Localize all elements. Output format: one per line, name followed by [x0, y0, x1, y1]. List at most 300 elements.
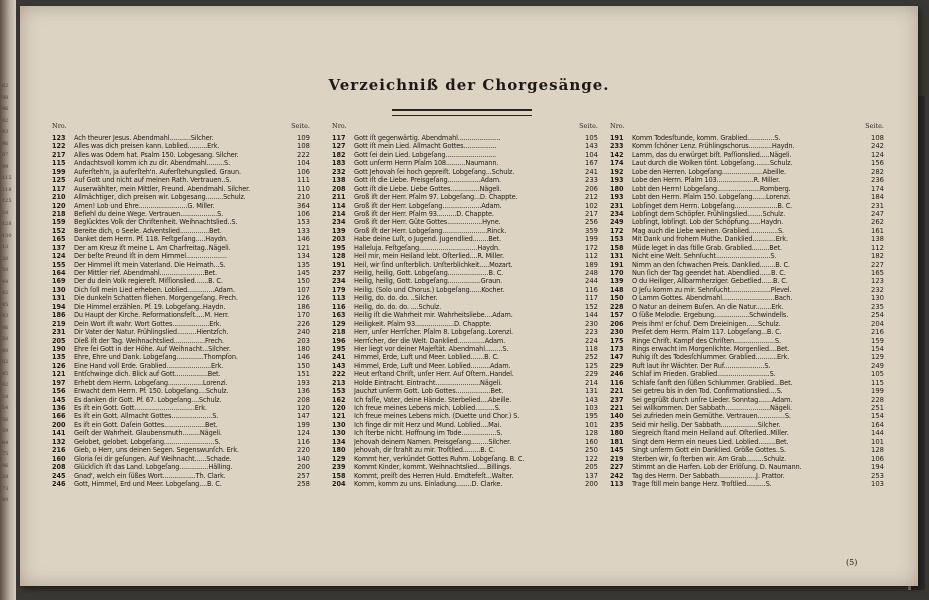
entry-title: Heilig, do. do. do. ..Silcher. [354, 294, 438, 303]
spine-number: 40 [2, 497, 9, 503]
entry-number: 114 [332, 200, 346, 210]
entry-title: Singt dem Herrn ein neues Lied. Loblied.........Bet. [632, 437, 789, 446]
entry-title: Mit Dank und frohem Muthe. Danklied............Erk. [632, 235, 788, 244]
index-entry [52, 480, 310, 488]
index-entry [332, 463, 598, 471]
entry-title: Auferſteh'n, ja auferſteh'n. Auferſtehungslied. Graun. [74, 167, 241, 176]
index-entry [610, 337, 884, 345]
entry-title: Der Mittler rief. Abendmahl.......................Bet. [74, 269, 217, 277]
spine-number: 82 [2, 83, 9, 89]
entry-page: 111 [297, 176, 310, 185]
entry-number: 208 [52, 462, 66, 472]
index-entry [610, 446, 884, 454]
spine-number: 75 [2, 451, 9, 457]
entry-number: 116 [610, 377, 624, 387]
entry-number: 121 [52, 369, 66, 379]
entry-page: 112 [871, 243, 884, 252]
index-entry [52, 244, 310, 252]
index-entry [610, 218, 884, 226]
entry-title: Dich ſoll mein Lied erheben. Loblied..............Adam. [74, 285, 235, 294]
entry-title: Gott, Himmel, Erd und Meer. Lobgeſang....B. C. [74, 479, 222, 488]
column-header-number: Nro. [52, 122, 67, 130]
index-entry [332, 227, 598, 235]
entry-page: 184 [871, 193, 884, 202]
entry-number: 191 [610, 133, 624, 142]
spine-number: 28 [2, 474, 9, 480]
entry-title: Die dunkeln Schatten fliehen. Morgengeſang. Frech. [74, 294, 238, 303]
entry-page: 106 [297, 167, 310, 176]
index-entry [332, 362, 598, 370]
entry-number: 211 [332, 192, 346, 202]
index-entry [52, 328, 310, 336]
entry-number: 145 [52, 394, 66, 404]
entry-page: 150 [297, 361, 310, 370]
index-entry [52, 142, 310, 150]
index-entry [610, 286, 884, 294]
entry-title: Groß iſt der Herr. Pſalm 97. Lobgeſang...D. Chappte. [354, 193, 518, 202]
index-entry [610, 480, 884, 488]
entry-number: 191 [610, 259, 624, 269]
entry-page: 359 [585, 226, 598, 235]
entry-page: 144 [585, 311, 598, 320]
entry-page: 104 [585, 150, 598, 159]
spine-number: 50 [2, 336, 9, 342]
index-entry [52, 134, 310, 142]
entry-page: 236 [871, 176, 884, 185]
index-entry [52, 455, 310, 463]
entry-page: 195 [585, 412, 598, 421]
entry-number: 182 [332, 149, 346, 159]
index-entry [52, 472, 310, 480]
index-entry [332, 472, 598, 480]
entry-page: 126 [297, 294, 310, 303]
spine-number: 24 [2, 209, 9, 216]
index-entry [332, 446, 598, 454]
index-entry [332, 303, 598, 311]
entry-title: Jauchzt unſerm Gott. Lob Gottes..................Bet. [354, 387, 504, 396]
index-entry [610, 269, 884, 277]
entry-number: 127 [332, 141, 346, 151]
entry-number: 116 [332, 301, 346, 311]
index-entry [610, 252, 884, 260]
entry-title: Kommt, preiſt des Herren Huld. Erndtefeſt...Walter. [354, 471, 514, 480]
entry-page: 251 [871, 404, 884, 412]
entry-number: 181 [610, 436, 624, 446]
index-entry [52, 261, 310, 269]
entry-number: 134 [332, 436, 346, 446]
entry-title: Ehre ſei Gott in der Höhe. Auf Weihnacht...Silcher. [74, 344, 231, 353]
entry-title: Bereite dich, o Seele. Adventslied...............Bet. [74, 226, 222, 235]
entry-page: 138 [871, 235, 884, 244]
spine-number: 44 [2, 278, 9, 285]
entry-page: 256 [585, 218, 598, 227]
index-entry [332, 134, 598, 142]
entry-title: Danket dem Herrn. Pf. 118. Feſtgeſang.....Haydn. [74, 235, 228, 244]
entry-number: 148 [610, 284, 624, 294]
index-entry [52, 320, 310, 328]
index-entry [332, 168, 598, 176]
entry-title: Habe deine Luſt, o Jugend. Jugendlied........Bet. [354, 235, 501, 244]
entry-title: Die Himmel erzählen. Pf. 19. Lobgeſang..Haydn. [74, 302, 226, 311]
entry-title: Entſchwinge dich. Blick auf Gott.................Bet. [74, 370, 221, 379]
entry-number: 125 [52, 175, 66, 185]
entry-number: 235 [610, 419, 624, 429]
entry-number: 193 [610, 175, 624, 185]
index-entry [52, 412, 310, 420]
entry-page: 200 [297, 463, 310, 472]
entry-number: 152 [52, 225, 66, 235]
index-entry [52, 176, 310, 184]
entry-title: Geiſt der Wahrheit. Glaubensmuth.........Nägeli. [74, 429, 222, 438]
entry-page: 206 [585, 184, 598, 193]
spine-number: 92 [2, 382, 9, 388]
entry-title: Gott unſerm Herrn Pſalm 108..........Naumann. [354, 159, 499, 168]
entry-number: 145 [610, 445, 624, 455]
index-entry [610, 202, 884, 210]
entry-number: 136 [52, 403, 66, 412]
index-entry [610, 421, 884, 429]
entry-page: 101 [871, 437, 884, 446]
index-entry [610, 463, 884, 471]
entry-page: 200 [585, 479, 598, 488]
entry-title: Der du dein Volk regiereſt. Miſſionslied.......B. C. [74, 277, 223, 286]
spine-number: 13 [2, 244, 9, 250]
index-entry [610, 176, 884, 184]
index-entry [332, 328, 598, 336]
entry-title: Heilig iſt die Wahrheit mir. Wahrheitsliebe....Adam. [354, 311, 513, 320]
entry-number: 219 [52, 318, 66, 328]
index-entry [52, 218, 310, 226]
entry-title: Müde leget in das ſtille Grab. Grablied.........Bet. [632, 243, 782, 252]
entry-number: 158 [610, 242, 624, 252]
entry-page: 101 [585, 420, 598, 429]
entry-title: Der beſte Freund iſt in dem Himmel..................... [74, 252, 227, 261]
entry-page: 104 [297, 159, 310, 168]
entry-title: Herr, unſer Herrſcher. Pſalm 8. Lobgeſang..Lorenzi. [354, 328, 514, 337]
column-header-page: Seite. [579, 122, 598, 130]
entry-number: 195 [332, 242, 346, 252]
entry-title: Laut durch die Wolken tönt. Lobgeſang........Schulz. [632, 159, 793, 168]
book-spine [0, 0, 16, 600]
entry-number: 140 [610, 411, 624, 421]
entry-page: 253 [871, 471, 884, 480]
spine-number: 42 [2, 290, 9, 296]
spine-number: 96 [2, 140, 9, 147]
entry-title: Gott iſt gegenwärtig. Abendmahl...................... [354, 134, 501, 142]
entry-number: 213 [332, 377, 346, 387]
entry-number: 132 [52, 436, 66, 446]
index-entry [52, 370, 310, 378]
entry-page: 199 [585, 235, 598, 244]
index-entry [52, 151, 310, 159]
entry-number: 117 [52, 183, 66, 193]
index-entry [332, 210, 598, 218]
entry-title: Trage ſtill mein bange Herz. Troſtlied..........S. [632, 479, 772, 488]
entry-number: 138 [332, 175, 346, 185]
entry-title: Groß iſt der Herr. Güte Gottes..................Hyne. [354, 218, 501, 227]
index-entry [52, 159, 310, 167]
entry-number: 203 [332, 234, 346, 244]
index-entry [610, 235, 884, 243]
entry-number: 157 [610, 310, 624, 320]
entry-page: 153 [297, 218, 310, 227]
entry-page: 125 [585, 361, 598, 370]
entry-page: 199 [297, 420, 310, 429]
spine-number: 93 [2, 129, 9, 135]
entry-number: 229 [610, 360, 624, 370]
entry-number: 113 [610, 478, 624, 488]
index-entry [52, 185, 310, 193]
entry-title: Sei gegrüßt durch unſre Lieder. Sonntag.......Adam. [632, 395, 793, 404]
spine-number: 73 [2, 485, 9, 492]
index-entry [52, 202, 310, 210]
entry-page: 135 [297, 260, 310, 269]
entry-page: 199 [871, 387, 884, 396]
entry-title: Du Haupt der Kirche. Reformationsfeſt.....M. Herr. [74, 311, 229, 320]
index-entry [332, 252, 598, 260]
entry-page: 109 [297, 134, 310, 142]
entry-page: 129 [871, 353, 884, 362]
entry-title: Jehovah deinem Namen. Preisgeſang.........Silcher. [354, 437, 512, 446]
entry-page: 182 [871, 252, 884, 261]
entry-title: Beglücktes Volk der Chriſtenheit. Weihnachtslied..S. [74, 218, 238, 227]
index-entry [332, 429, 598, 437]
index-entry [610, 320, 884, 328]
entry-number: 160 [52, 453, 66, 463]
entry-page: 167 [585, 159, 598, 168]
entry-page: 122 [585, 454, 598, 463]
entry-page: 116 [585, 285, 598, 294]
index-entry [332, 455, 598, 463]
entry-number: 175 [610, 335, 624, 345]
entry-title: Ruhig iſt des Todesſchlummer. Grablied...........Erk. [632, 353, 790, 362]
index-entry [610, 379, 884, 387]
entry-title: Gott Jehovah ſei hoch gepreiſt. Lobgeſang...Schulz. [354, 167, 515, 176]
index-entry [610, 294, 884, 302]
index-entry [332, 261, 598, 269]
entry-page: 152 [585, 302, 598, 311]
index-entry [52, 252, 310, 260]
spine-number: 93 [2, 313, 9, 319]
entry-number: 162 [332, 394, 346, 404]
column-header-page: Seite. [291, 122, 310, 130]
entry-title: Sei getreu bis in den Tod. Confirmationslied....S. [632, 387, 783, 396]
index-entry [610, 429, 884, 437]
entry-page: 231 [871, 201, 884, 210]
index-entry [52, 396, 310, 404]
entry-number: 156 [52, 386, 66, 396]
entry-title: Komm ſchöner Lenz. Frühlingschorus............Haydn. [632, 142, 795, 151]
entry-title: Lamm, das du erwürget biſt. Paſſionslied.....Nägeli. [632, 150, 792, 159]
entry-number: 241 [332, 352, 346, 362]
entry-title: Heilig, do. do. do. ....Schulz. [354, 302, 442, 311]
entry-title: Schlaf im Frieden. Grablied...........................S. [632, 370, 776, 379]
entry-title: O du Heiliger, Allbarmherziger. Gebetlied......B. C. [632, 277, 788, 286]
entry-number: 245 [52, 470, 66, 480]
entry-title: Sei zufrieden mein Gemüthe. Vertrauen..............S. [632, 412, 791, 421]
spine-number: 40 [2, 347, 9, 354]
entry-number: 217 [52, 149, 66, 159]
entry-number: 249 [610, 217, 624, 227]
entry-page: 144 [871, 429, 884, 438]
spine-number: 128 [2, 221, 12, 227]
entry-page: 241 [585, 167, 598, 176]
index-entry [332, 311, 598, 319]
entry-title: Heilig, heilig, Gott. Lobgeſang.................Graun. [354, 277, 503, 286]
entry-number: 199 [52, 166, 66, 176]
entry-title: Kommt Kinder, kommt. Weihnachtslied.....Billings. [354, 463, 512, 472]
entry-page: 230 [585, 319, 598, 328]
entry-page: 254 [871, 311, 884, 320]
spine-number: 50 [2, 267, 9, 273]
index-entry [610, 277, 884, 285]
entry-title: Dein Wort iſt wahr. Wort Gottes...................Erk. [74, 319, 222, 328]
entry-title: Siegreich ſtand mein Heiland auf. Oſterlied..Miller. [632, 429, 789, 438]
entry-number: 180 [610, 183, 624, 193]
entry-title: Ich finge dir mit Herz und Mund. Loblied....Mai. [354, 420, 502, 429]
spine-number: 02 [2, 359, 9, 365]
entry-title: Singt unſerm Gott ein Danklied. Größe Gottes..S. [632, 446, 786, 455]
entry-page: 227 [871, 260, 884, 269]
column-header [332, 122, 598, 134]
entry-page: 102 [585, 201, 598, 210]
entry-title: Gloria ſei dir geſungen. Auf Weihnacht......Schade. [74, 454, 232, 463]
index-entry [332, 202, 598, 210]
entry-page: 248 [585, 269, 598, 277]
entry-title: Komm, komm zu uns. Einladung........D. Clarke. [354, 479, 503, 488]
entry-title: O Lamm Gottes. Abendmahl...........................Bach. [632, 294, 793, 303]
entry-page: 240 [297, 328, 310, 337]
entry-page: 136 [297, 387, 310, 396]
entry-number: 230 [610, 327, 624, 337]
entry-title: Kommt her, verkündet Gottes Ruhm. Lobgeſang. B. C. [354, 454, 525, 463]
entry-page: 110 [297, 184, 310, 193]
spine-number: 96 [2, 106, 9, 112]
entry-page: 145 [297, 269, 310, 277]
title-divider [392, 109, 532, 116]
entry-title: Heil mir, mein Heiland lebt. Oſterlied....R. Miller. [354, 252, 504, 261]
entry-number: 150 [610, 293, 624, 303]
entry-number: 206 [610, 318, 624, 328]
spine-number: 45 [2, 370, 9, 377]
entry-page: 186 [297, 302, 310, 311]
entry-page: 118 [585, 344, 598, 353]
entry-page: 160 [585, 437, 598, 446]
index-entry [610, 345, 884, 353]
spine-number: 118 [2, 186, 12, 193]
entry-number: 237 [332, 268, 346, 277]
entry-title: Rings erwacht im Morgenlichte. Morgenlied....Bet. [632, 344, 790, 353]
entry-number: 135 [52, 352, 66, 362]
index-entry [52, 362, 310, 370]
entry-number: 234 [610, 208, 624, 218]
entry-title: Gott iſt die Liebe. Liebe Gottes...............Nägeli. [354, 184, 502, 193]
index-entry [332, 353, 598, 361]
entry-title: Erwacht dem Herrn. Pf. 150. Lobgeſang....Schulz. [74, 387, 229, 396]
entry-page: 229 [585, 370, 598, 379]
index-entry [52, 193, 310, 201]
index-entry [52, 404, 310, 412]
index-entry [52, 269, 310, 277]
entry-page: 214 [585, 378, 598, 387]
spine-number: 20 [2, 255, 9, 262]
index-entry [610, 185, 884, 193]
entry-page: 226 [297, 319, 310, 328]
index-entry [52, 379, 310, 387]
entry-page: 222 [297, 150, 310, 159]
entry-title: Es iſt ein Gott. Gott...............................Erk. [74, 404, 207, 412]
index-entry [332, 176, 598, 184]
entry-title: Erhebt dem Herrn. Lobgeſang..................Lorenzi. [74, 378, 228, 387]
index-entry [332, 379, 598, 387]
index-entry [52, 227, 310, 235]
entry-page: 154 [871, 344, 884, 353]
entry-title: Groß iſt der Herr. Lobgeſang.......................Rinck. [354, 226, 507, 235]
spine-number: 125 [2, 198, 12, 204]
entry-page: 244 [585, 277, 598, 286]
entry-title: Ehre, Ehre und Dank. Lobgeſang..............Thompſon. [74, 353, 238, 362]
entry-title: Dir Vater der Natur. Frühlingslied..........Hientzſch. [74, 328, 229, 337]
entry-number: 159 [52, 217, 66, 227]
entry-page: 107 [297, 285, 310, 294]
entry-title: Ringe Chriſt. Kampf des Chriſten.....................S. [632, 336, 781, 345]
entry-number: 128 [332, 251, 346, 261]
entry-page: 105 [585, 134, 598, 142]
entry-number: 122 [52, 141, 66, 151]
index-entry [52, 446, 310, 454]
entry-page: 164 [871, 420, 884, 429]
entry-title: Komm Todesſtunde, komm. Grablied..............S. [632, 134, 781, 142]
index-entry [52, 210, 310, 218]
entry-number: 222 [332, 369, 346, 379]
index-entry [610, 210, 884, 218]
entry-page: 115 [871, 378, 884, 387]
entry-page: 123 [871, 277, 884, 286]
entry-page: 156 [871, 159, 884, 168]
entry-page: 150 [297, 277, 310, 286]
index-entry [610, 370, 884, 378]
page-number: (5) [846, 558, 858, 567]
entry-number: 183 [332, 158, 346, 168]
entry-page: 189 [585, 260, 598, 269]
entry-title: Nun ſich der Tag geendet hat. Abendlied......B. C. [632, 269, 786, 277]
index-entry [332, 404, 598, 412]
spine-number: 54 [2, 405, 9, 411]
spine-number: 45 [2, 301, 9, 308]
entry-page: 128 [871, 446, 884, 455]
spine-number: 24 [2, 393, 9, 400]
entry-title: Himmel, Erde, Luft und Meer. Loblied..........Adam. [354, 361, 511, 370]
entry-number: 192 [610, 166, 624, 176]
entry-number: 180 [610, 428, 624, 438]
entry-number: 227 [610, 462, 624, 472]
entry-page: 223 [585, 328, 598, 337]
entry-title: Lobt den Herrn! Lobgeſang......................Romberg. [632, 184, 791, 193]
entry-page: 203 [297, 336, 310, 345]
entry-page: 220 [297, 446, 310, 455]
entry-title: Gott ſei dein Lied. Lobgeſang.......................... [354, 150, 496, 159]
index-entry [52, 277, 310, 285]
entry-number: 153 [332, 386, 346, 396]
entry-number: 193 [610, 192, 624, 202]
index-column-3 [610, 122, 884, 488]
column-header-number: Nro. [332, 122, 347, 130]
entry-number: 234 [332, 276, 346, 286]
index-entry [52, 463, 310, 471]
entry-number: 155 [52, 259, 66, 269]
index-entry [332, 244, 598, 252]
entry-page: 134 [297, 252, 310, 261]
